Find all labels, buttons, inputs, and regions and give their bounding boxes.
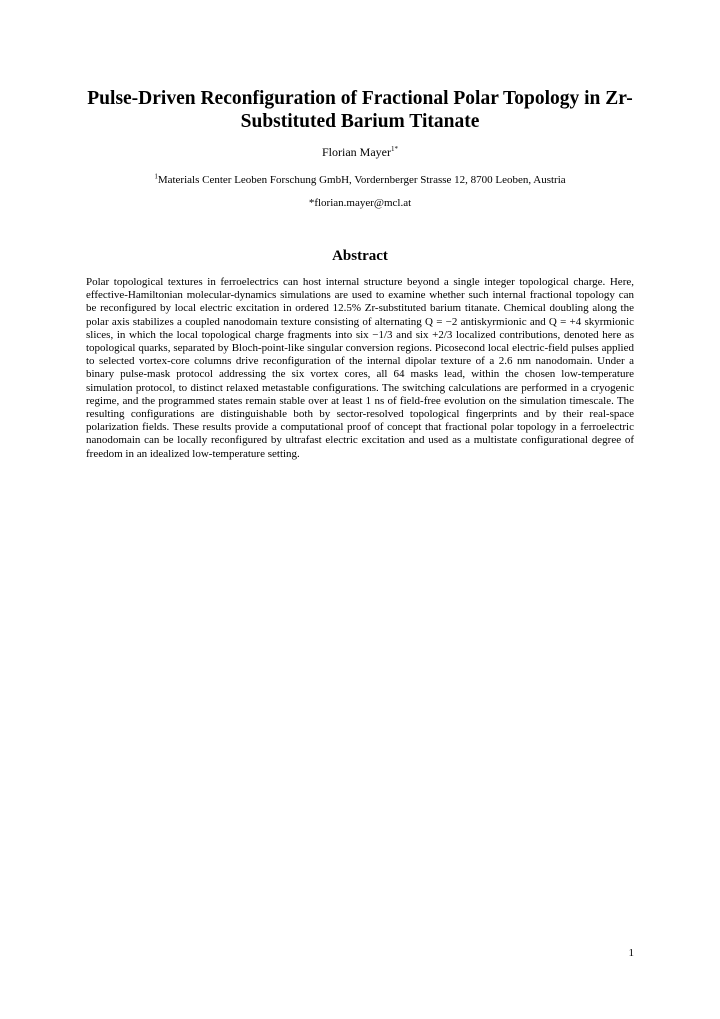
affiliation-mark: 1 [154,172,158,181]
author-line [60,144,660,160]
affiliation-line [40,172,680,188]
page-number: 1 [628,947,634,959]
author-name: Florian Mayer [322,145,391,159]
author-marks: 1* [390,145,398,153]
corresponding-email: *florian.mayer@mcl.at [308,197,412,209]
affiliation-text: Materials Center Leoben Forschung GmbH, Vordernberger Strasse 12, 8700 Leoben, Austria [157,174,566,186]
paper-title: Pulse-Driven Reconfiguration of Fractional Polar Topology in Zr-Substituted Barium Titanate [87,88,633,132]
abstract-text: Polar topological textures in ferroelectrics can host internal structure beyond a single integer topological charge. Here, effective-Hamiltonian molecular-dynamics simulations are used to examine whether such internal fractional topology can be reconfigured by local electric excitation in ordered 12.5% Zr-substituted barium titanate. Chemical doubling along the polar axis stabilizes a coupled nanodomain texture consisting of alternating Q = −2 antiskyrmionic and Q = +4 skyrmionic slices, in which the local topological charge fragments into six −1/3 and six +2/3 localized contributions, denoted here as topological quarks, separated by Bloch-point-like singular conversion regions. Picosecond local electric-field pulses applied to selected vortex-core columns drive reconfiguration of the internal dipolar texture of a 2.6 nm nanodomain. Under a binary pulse-mask protocol addressing the six vortex cores, all 64 masks lead, within the chosen low-temperature simulation protocol, to distinct relaxed metastable configurations. The switching calculations are performed in a cryogenic regime, and the programmed states remain stable over at least 1 ns of field-free evolution on the simulation timescale. The resulting configurations are distinguishable both by sector-resolved topological fingerprints and by their real-space polarization fields. These results provide a computational proof of concept that fractional polar topology in a ferroelectric nanodomain can be locally reconfigured by ultrafast electric excitation and used as a multistate configurational degree of freedom in an idealized low-temperature setting. [86,276,634,460]
abstract-heading: Abstract [332,248,388,264]
